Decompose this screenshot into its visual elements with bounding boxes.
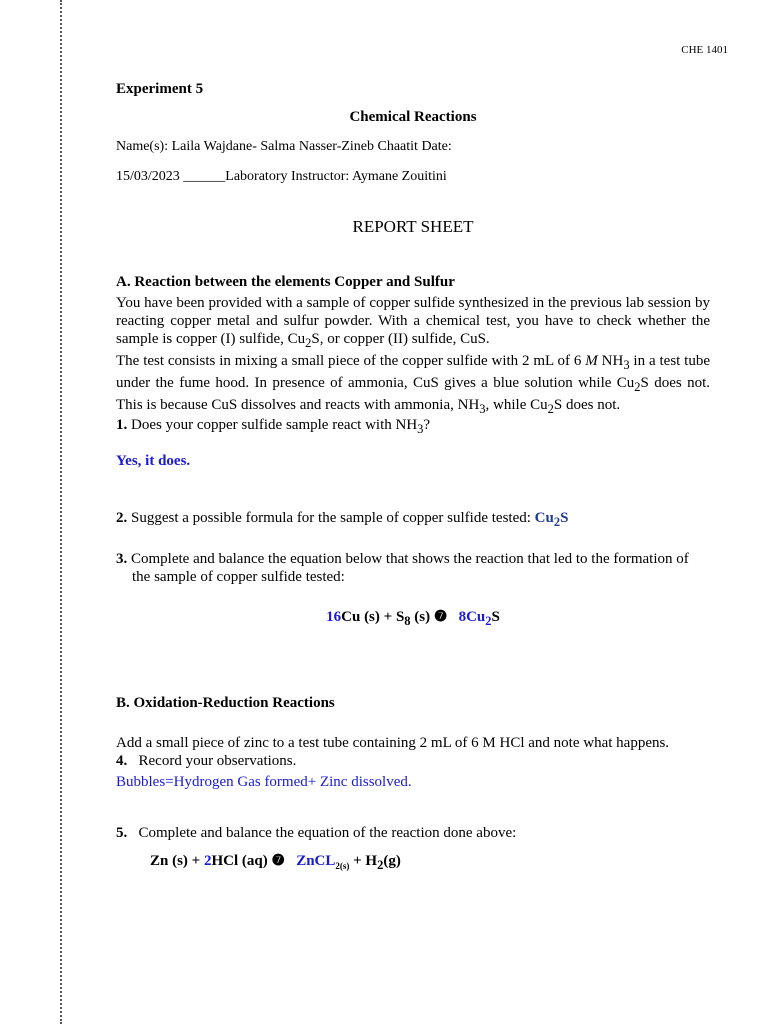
equation-3: 16Cu $(s) + S_8$ (s) ❼ $8Cu_2S$	[326, 609, 500, 628]
section-b-intro: Add a small piece of zinc to a test tube containing 2 mL of 6 M HCl and note what happens.	[116, 735, 670, 751]
question-4: 4. Record your observations.	[116, 753, 297, 769]
reaction-arrow-icon: ❼	[271, 853, 285, 869]
question-2: 2. Suggest a possible formula for the sample of copper sulfide tested: $Cu_2S$	[116, 510, 569, 529]
instructor: Laboratory Instructor: Aymane Zouitini	[225, 169, 447, 184]
question-5: 5. Complete and balance the equation of the reaction done above:	[116, 825, 517, 841]
equation-5: Zn (s) + 2HCl (aq) ❼ ZnCL$_{2(s)}$ + $H_2(g)$	[150, 853, 401, 872]
section-a-heading: A. Reaction between the elements Copper and Sulfur	[116, 274, 455, 290]
page-margin-dotted-line	[60, 0, 62, 1024]
question-1: 1. Does your copper sulfide sample react with $NH_3$?	[116, 417, 431, 436]
document-title: Chemical Reactions	[349, 109, 477, 125]
question-3-cont: the sample of copper sulfide tested:	[132, 569, 345, 585]
question-3: 3. Complete and balance the equation below that shows the reaction that led to the formation of	[116, 551, 689, 567]
section-b-heading: B. Oxidation-Reduction Reactions	[116, 695, 335, 711]
names-line: Name(s): Laila Wajdane- Salma Nasser-Zineb Chaatit Date:	[116, 139, 452, 154]
blank-line: ______	[183, 169, 226, 184]
answer-4: Bubbles=Hydrogen Gas formed+ Zinc dissolved.	[116, 774, 412, 790]
course-code: CHE 1401	[681, 44, 728, 56]
date-value: 15/03/2023	[116, 169, 180, 184]
answer-1: Yes, it does.	[116, 453, 191, 469]
section-a-intro: You have been provided with a sample of copper sulfide synthesized in the previous lab session by reacting copper metal and sulfur powder. With a chemical test, you have to check whether the sample is copper (I) sulfide, $Cu_2S$, or copper (II) sulfide, CuS. The test consists in mixing a small piece of the copper sulfide with 2 mL of 6 M $NH_3$ in a test tube under the fume hood. In presence of ammonia, CuS gives a blue solution while $Cu_2S$ does not. This is because CuS dissolves and reacts with ammonia, $NH_3$, while $Cu_2S$ does not.	[116, 295, 711, 416]
reaction-arrow-icon: ❼	[433, 609, 448, 625]
experiment-number: Experiment 5	[116, 81, 204, 97]
date-instructor-line	[116, 169, 447, 185]
report-sheet-title: REPORT SHEET	[352, 217, 474, 236]
answer-2: $Cu_2S$	[534, 510, 569, 529]
